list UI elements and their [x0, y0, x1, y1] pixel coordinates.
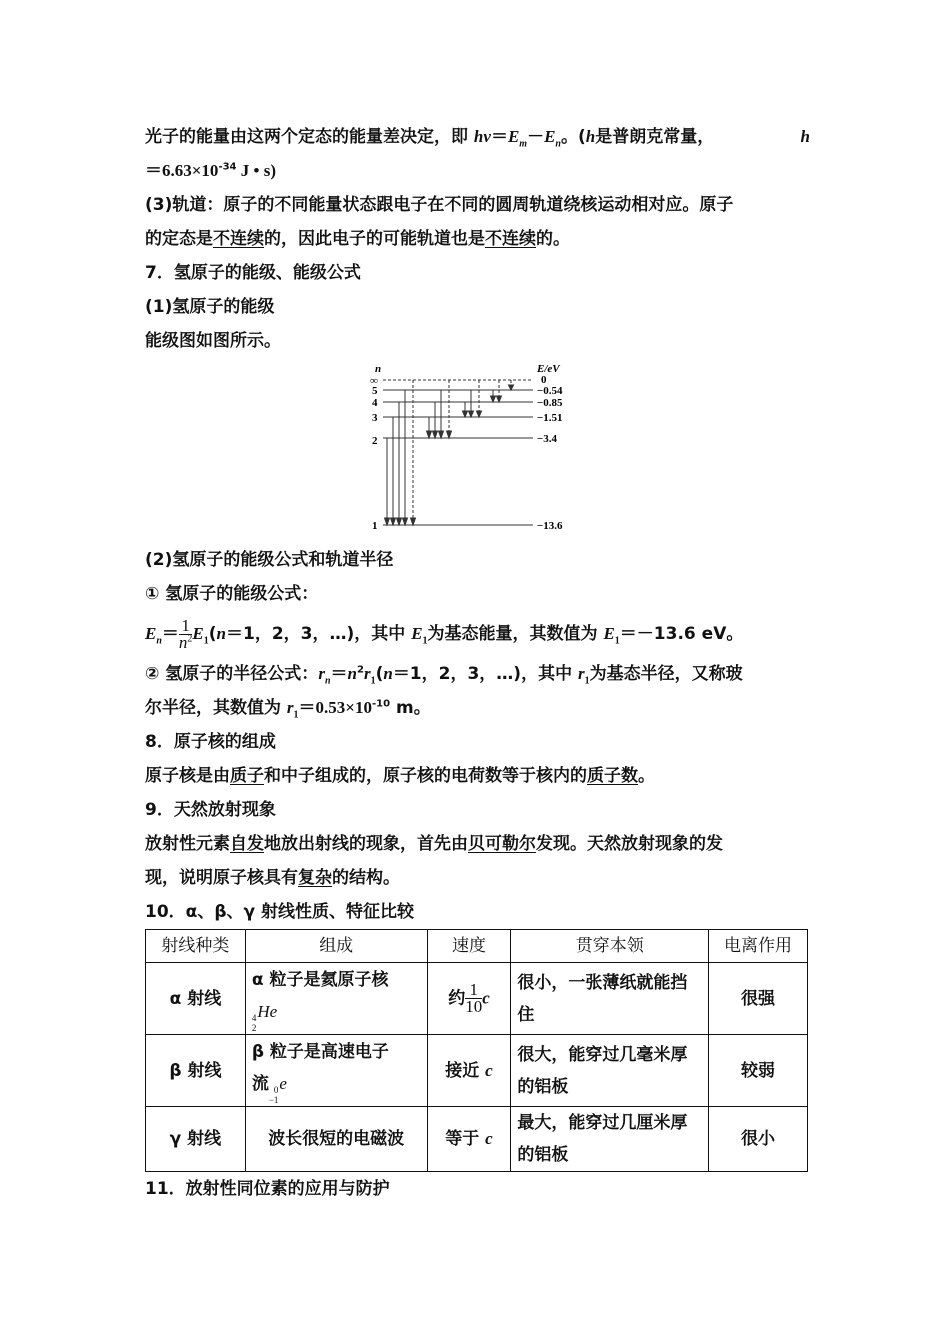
level-n-label: 4 [372, 397, 378, 409]
paragraph: (3)轨道：原子的不同能量状态跟电子在不同的圆周轨道绕核运动相对应。原子 [145, 195, 734, 215]
paragraph: 的定态是不连续的，因此电子的可能轨道也是不连续的。 [145, 229, 570, 249]
energy-level-diagram [365, 362, 580, 537]
cell-ionization: 较弱 [709, 1035, 808, 1107]
section-heading-10: 10．α、β、γ 射线性质、特征比较 [145, 902, 415, 922]
paragraph: 尔半径，其数值为 $r_1=0.53\times 10^{-10}$ m。 [145, 698, 431, 721]
nuclide-electron: 0 −1 e [268, 1074, 287, 1105]
paragraph: ① 氢原子的能级公式： [145, 584, 319, 604]
paragraph: 现，说明原子核具有复杂的结构。 [145, 868, 400, 888]
transitions-to-n2 [427, 380, 452, 438]
cell-speed: 约 $\frac{1}{10}$ c [427, 963, 511, 1035]
axis-label-E: E/eV [537, 363, 560, 375]
paragraph: 原子核是由质子和中子组成的，原子核的电荷数等于核内的质子数。 [145, 766, 655, 786]
ray-comparison-table [145, 929, 808, 1172]
formula-energy: $E_n=$ $\frac{1}{n^2}$ $E_1(n=1$，2，3，…)，其中 $E_1$为基态能量，其数值为 $E_1=-13.6$ eV。 [145, 615, 744, 652]
table-header: 射线种类 [146, 930, 246, 963]
document-page [145, 120, 810, 1206]
cell-ionization: 很小 [709, 1107, 808, 1172]
table-header: 贯穿本领 [511, 930, 709, 963]
fraction: $\frac{1}{10}$ [465, 980, 483, 1016]
axis-label-n: n [375, 363, 382, 375]
transitions-to-n4-n5 [491, 380, 514, 402]
table-header-row [146, 930, 808, 963]
table-row [146, 963, 808, 1035]
nuclide-helium: 4 2 He [251, 1002, 278, 1033]
cell-type: γ 射线 [146, 1107, 246, 1172]
table-header: 电离作用 [709, 930, 808, 963]
cell-type: β 射线 [146, 1035, 246, 1107]
level-energy-label: −1.51 [537, 412, 563, 424]
cell-penetration: 最大，能穿过几厘米厚的铝板 [511, 1107, 709, 1172]
paragraph: $=6.63\times 10^{-34}$ J • s) [145, 161, 276, 180]
cell-composition: β 粒子是高速电子 流 0 −1 e [245, 1035, 427, 1107]
level-n-label: 1 [372, 520, 378, 532]
paragraph: 光子的能量由这两个定态的能量差决定，即 $h\nu=E_m-E_n$。(h是普朗克常量， h [145, 127, 810, 150]
cell-composition: α 粒子是氦原子核 4 2 He [245, 963, 427, 1035]
cell-ionization: 很强 [709, 963, 808, 1035]
cell-penetration: 很大，能穿过几毫米厚的铝板 [511, 1035, 709, 1107]
table-header: 组成 [245, 930, 427, 963]
table-row [146, 1107, 808, 1172]
section-heading-11: 11．放射性同位素的应用与防护 [145, 1179, 390, 1199]
fraction: $\frac{1}{n^2}$ [178, 615, 193, 652]
level-energy-label: −13.6 [537, 520, 563, 532]
subheading: (1)氢原子的能级 [145, 297, 275, 317]
cell-composition: 波长很短的电磁波 [245, 1107, 427, 1172]
section-heading-7: 7．氢原子的能级、能级公式 [145, 263, 361, 283]
transitions-to-n3 [463, 380, 482, 417]
section-heading-8: 8．原子核的组成 [145, 732, 276, 752]
level-energy-label: −3.4 [537, 433, 558, 445]
section-heading-9: 9．天然放射现象 [145, 800, 276, 820]
level-n-label: 2 [372, 435, 378, 447]
cell-penetration: 很小，一张薄纸就能挡住 [511, 963, 709, 1035]
level-energy-label: 0 [541, 374, 547, 386]
level-n-label: ∞ [370, 375, 378, 387]
cell-type: α 射线 [146, 963, 246, 1035]
level-energy-label: −0.85 [537, 397, 563, 409]
subheading: (2)氢原子的能级公式和轨道半径 [145, 550, 394, 570]
paragraph: 放射性元素自发地放出射线的现象，首先由贝可勒尔发现。天然放射现象的发 [145, 834, 723, 854]
cell-speed: 接近 c [427, 1035, 511, 1107]
level-n-label: 5 [372, 385, 378, 397]
formula-radius: ② 氢原子的半径公式：$r_n=n^2r_1(n=1$，2，3，…)，其中 $r_1$为基态半径，又称玻 [145, 664, 743, 687]
level-energy-label: −0.54 [537, 385, 563, 397]
paragraph: 能级图如图所示。 [145, 331, 281, 351]
cell-speed: 等于 c [427, 1107, 511, 1172]
table-header: 速度 [427, 930, 511, 963]
table-row [146, 1035, 808, 1107]
level-n-label: 3 [372, 412, 378, 424]
